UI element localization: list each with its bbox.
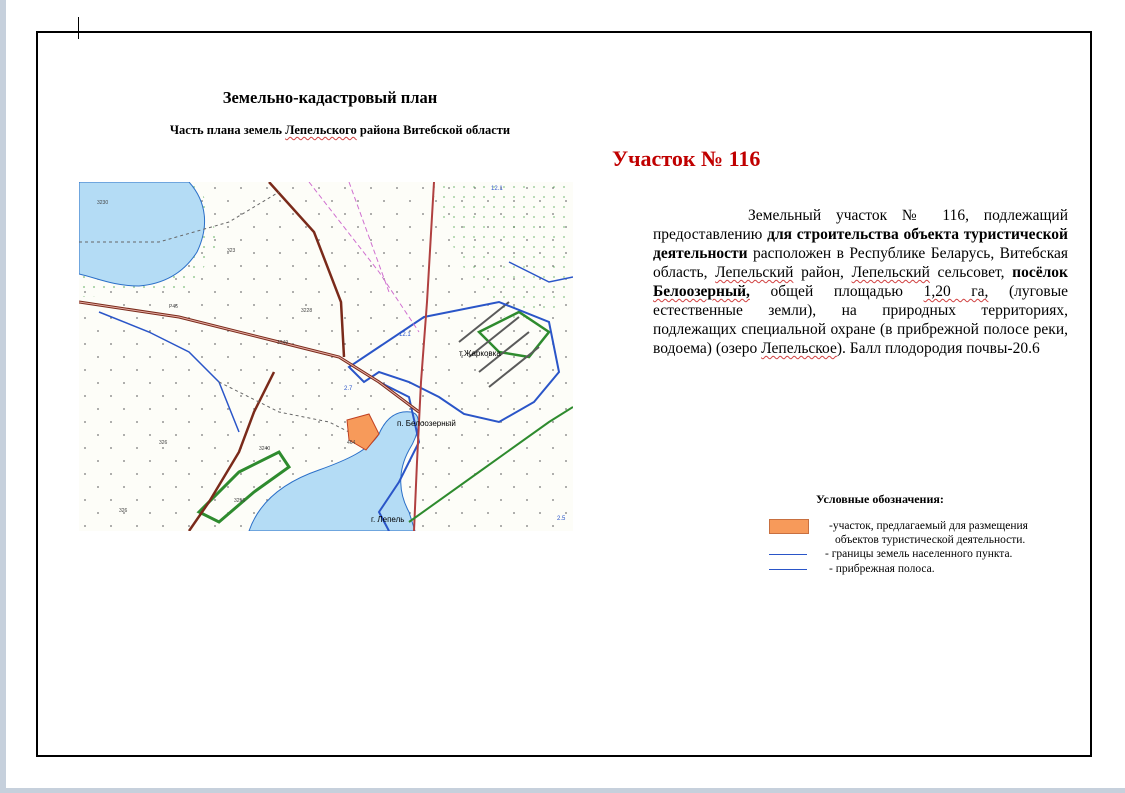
- map-label-settlement-1: т.Жарковка: [459, 349, 501, 358]
- legend-title: Условные обозначения:: [816, 492, 944, 506]
- desc-part5: общей площадью: [749, 283, 924, 300]
- desc-council: Лепельский: [851, 264, 930, 281]
- map-label-settlement-2: п. Белоозерный: [397, 419, 456, 428]
- map-label-code: 3230: [97, 200, 109, 206]
- map-label-code: 323: [227, 248, 236, 254]
- map-label-code: 3228: [301, 308, 313, 314]
- text-cursor-mark: [68, 31, 90, 32]
- legend-plot-swatch: [769, 519, 809, 534]
- map-label-code: 2.5: [557, 516, 566, 522]
- desc-lake: Лепельское: [761, 340, 837, 357]
- window-left-edge: [0, 0, 6, 793]
- subtitle-district: Лепельского: [285, 123, 357, 137]
- desc-settlement-type: посёлок: [1012, 264, 1068, 281]
- map-label-code: 326: [119, 508, 128, 514]
- map-label-code: 464: [347, 440, 356, 446]
- subtitle-prefix: Часть плана земель: [169, 123, 286, 137]
- cadastral-map: [79, 182, 573, 531]
- desc-part4: сельсовет,: [929, 264, 1013, 281]
- map-label-code: 3240: [259, 446, 271, 452]
- window-bottom-edge: [0, 788, 1125, 793]
- desc-part1: Земельный участок № 116, подлежащий предоставлению: [653, 207, 1068, 243]
- legend-item-plot: [829, 519, 1028, 547]
- map-label-settlement-3: г. Лепель: [371, 515, 405, 524]
- map-label-code: 12.1: [399, 332, 411, 338]
- map-label-code: 3256: [234, 498, 246, 504]
- document-title: Земельно-кадастровый план: [222, 88, 438, 107]
- desc-village: Белоозерный,: [653, 283, 750, 300]
- map-label-code: 3249: [277, 340, 289, 346]
- desc-district: Лепельский: [715, 264, 794, 281]
- map-label-code: 12.1: [491, 186, 503, 192]
- plot-description: [653, 206, 1068, 358]
- desc-part2: расположен в Республике Беларусь, Витебская область,: [653, 245, 1068, 281]
- legend-coastal-line: [769, 569, 807, 570]
- legend-boundary-line: [769, 554, 807, 555]
- legend-item-boundary: - границы земель населенного пункта.: [825, 548, 1013, 560]
- desc-part3: район,: [793, 264, 852, 281]
- subtitle-suffix: района Витебской области: [356, 123, 511, 137]
- document-subtitle: [120, 123, 560, 138]
- desc-part6: (луговые естественные земли), на природных территориях, подлежащих специальной охране (в прибрежной полосе реки, водоема) (озеро: [653, 283, 1068, 357]
- desc-purpose: для строительства объекта туристической деятельности: [653, 226, 1068, 262]
- desc-area: 1,20 га,: [923, 283, 989, 300]
- legend-item-plot-line2: объектов туристической деятельности.: [835, 534, 1026, 546]
- map-label-code: 2.7: [344, 386, 353, 392]
- map-label-code: 326: [159, 440, 168, 446]
- map-label-code: Р46: [169, 304, 178, 310]
- legend-item-plot-line1: -участок, предлагаемый для размещения: [829, 520, 1028, 532]
- text-cursor-mark-vertical: [78, 17, 79, 39]
- legend-item-coastal: - прибрежная полоса.: [829, 563, 935, 575]
- desc-part7: ). Балл плодородия почвы-20.6: [836, 340, 1040, 357]
- plot-heading: Участок № 116: [612, 146, 761, 171]
